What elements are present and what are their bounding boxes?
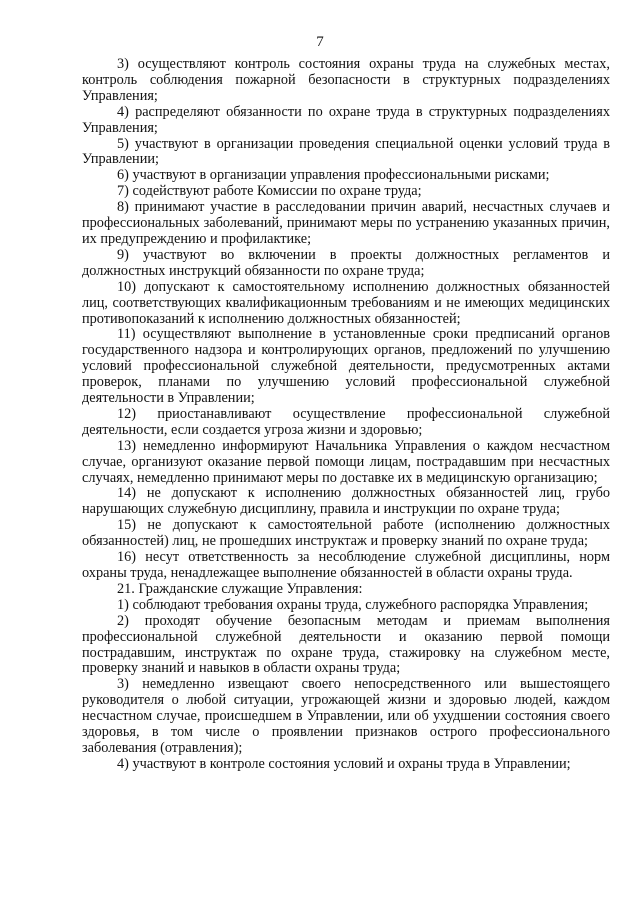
list-item: 12) приостанавливают осуществление профессиональной служебной деятельности, если создается угроза жизни и здоровью; xyxy=(82,405,610,438)
list-item: 15) не допускают к самостоятельной работе (исполнению должностных обязанностей) лиц, не прошедших инструктаж и проверку знаний по охране труда; xyxy=(82,517,610,550)
list-item: 3) осуществляют контроль состояния охраны труда на служебных местах, контроль соблюдения пожарной безопасности в структурных подразделениях Управления; xyxy=(82,56,610,104)
list-item: 10) допускают к самостоятельному исполнению должностных обязанностей лиц, соответствующих квалификационным требованиям и не имеющих медицинских противопоказаний к исполнению должностных обязанностей; xyxy=(82,278,610,327)
list-item: 8) принимают участие в расследовании причин аварий, несчастных случаев и профессиональных заболеваний, принимают меры по устранению указанных причин, их предупреждению и профилактике; xyxy=(82,199,610,247)
list-item: 9) участвуют во включении в проекты должностных регламентов и должностных инструкций обязанности по охране труда; xyxy=(82,246,610,279)
list-item: 2) проходят обучение безопасным методам и приемам выполнения профессиональной служебной деятельности и оказанию первой помощи пострадавшим, инструктаж по охране труда, стажировку на служебном месте, проверку знаний и навыков в области охраны труда; xyxy=(82,612,610,677)
list-item: 6) участвуют в организации управления профессиональными рисками; xyxy=(117,167,550,184)
list-item: 3) немедленно извещают своего непосредственного или вышестоящего руководителя о любой ситуации, угрожающей жизни и здоровью людей, каждом несчастном случае, происшедшем в Управлении, или об ухудшении состояния своего здоровья, в том числе о проявлении признаков острого профессионального заболевания (отравления); xyxy=(82,676,610,756)
document-body xyxy=(82,57,610,773)
list-item: 7) содействуют работе Комиссии по охране труда; xyxy=(117,183,422,200)
section-heading: 21. Гражданские служащие Управления: xyxy=(117,580,363,597)
list-item: 5) участвуют в организации проведения специальной оценки условий труда в Управлении; xyxy=(82,135,610,168)
list-item: 16) несут ответственность за несоблюдение служебной дисциплины, норм охраны труда, ненадлежащее выполнение обязанностей в области охраны труда. xyxy=(82,549,610,581)
list-item: 4) распределяют обязанности по охране труда в структурных подразделениях Управления; xyxy=(82,103,610,136)
list-item: 13) немедленно информируют Начальника Управления о каждом несчастном случае, организуют оказание первой помощи лицам, пострадавшим при несчастных случаях, немедленно принимают меры по доставке их в медицинскую организацию; xyxy=(82,437,610,486)
list-item: 4) участвуют в контроле состояния условий и охраны труда в Управлении; xyxy=(117,755,571,772)
page-number: 7 xyxy=(316,34,324,50)
list-item: 11) осуществляют выполнение в установленные сроки предписаний органов государственного надзора и контролирующих органов, предложений по улучшению условий профессиональной служебной деятельности, предусмотренных актами проверок, планами по улучшению условий профессиональной служебной деятельности в Управлении; xyxy=(82,326,610,407)
list-item: 14) не допускают к исполнению должностных обязанностей лиц, грубо нарушающих служебную дисциплину, правила и инструкции по охране труда; xyxy=(82,485,610,518)
list-item: 1) соблюдают требования охраны труда, служебного распорядка Управления; xyxy=(117,596,589,613)
